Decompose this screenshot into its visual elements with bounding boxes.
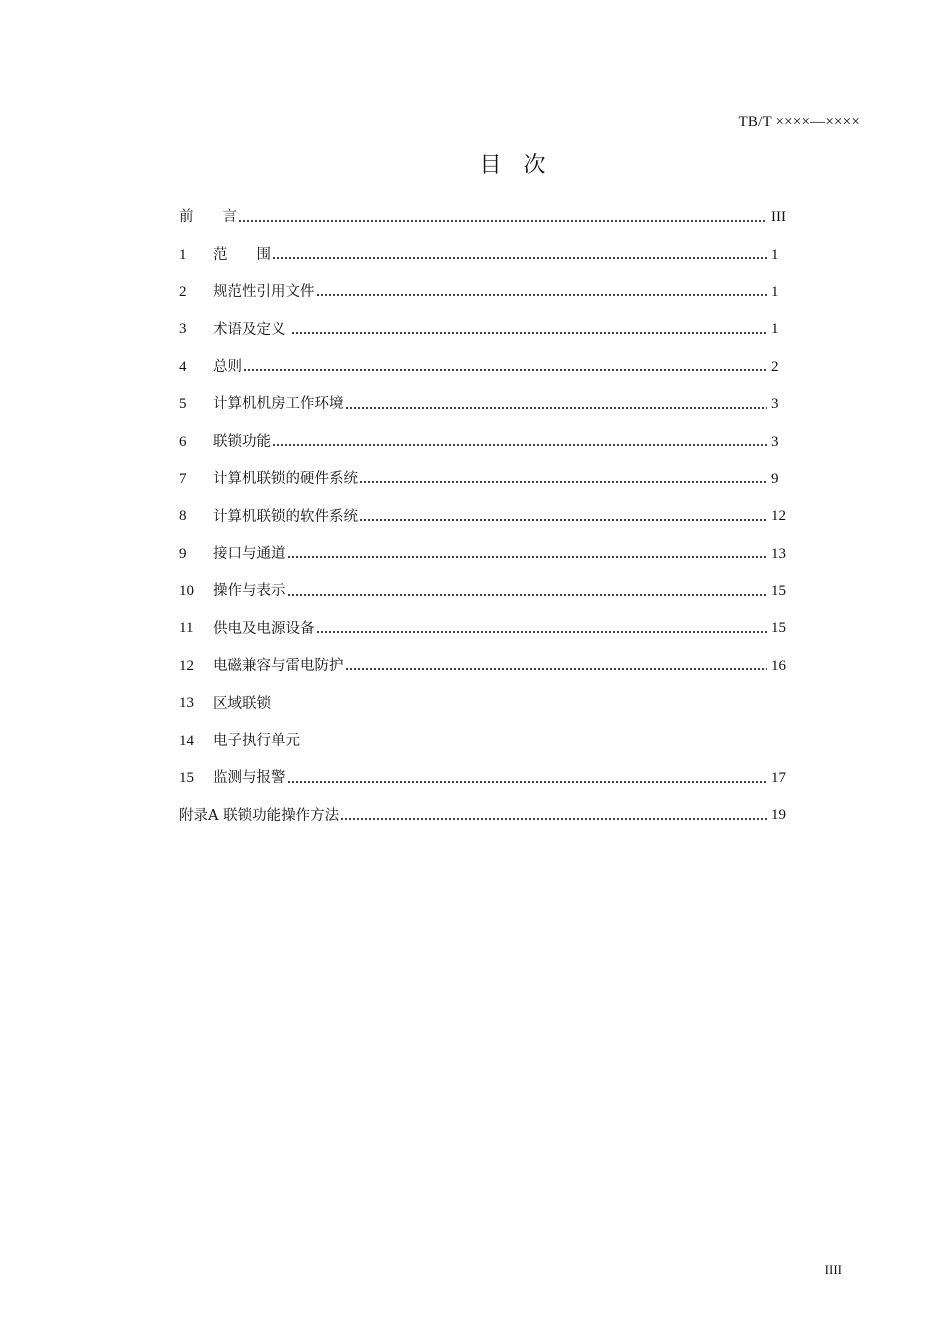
page-number: IIII bbox=[824, 1262, 842, 1277]
toc-entry-page: III bbox=[771, 209, 786, 226]
toc-entry-appendix-a[interactable] bbox=[179, 797, 799, 834]
page-title: 目 次 bbox=[479, 153, 546, 178]
toc-entry-label: 附录A 联锁功能操作方法 bbox=[179, 807, 340, 824]
toc-entry-11[interactable] bbox=[179, 610, 799, 647]
toc-entry-page: 1 bbox=[771, 321, 779, 338]
toc-entry-page: 19 bbox=[771, 807, 786, 824]
toc-entry-15[interactable] bbox=[179, 760, 799, 797]
dot-leader bbox=[359, 472, 767, 486]
dot-leader bbox=[316, 622, 768, 636]
toc-entry-6[interactable] bbox=[179, 423, 799, 460]
dot-leader bbox=[287, 585, 768, 599]
toc-entry-label: 术语及定义 bbox=[213, 321, 291, 338]
toc-entry-number: 5 bbox=[179, 396, 187, 413]
toc-entry-label: 操作与表示 bbox=[213, 583, 286, 600]
toc-entry-10[interactable] bbox=[179, 573, 799, 610]
toc-entry-label: 计算机联锁的硬件系统 bbox=[213, 471, 358, 488]
toc-entry-5[interactable] bbox=[179, 386, 799, 423]
toc-entry-2[interactable] bbox=[179, 274, 799, 311]
toc-entry-number: 6 bbox=[179, 433, 187, 450]
toc-entry-page: 13 bbox=[771, 545, 786, 562]
toc-entry-number: 10 bbox=[179, 583, 194, 600]
toc-entry-label: 供电及电源设备 bbox=[213, 620, 315, 637]
toc-entry-label: 联锁功能 bbox=[213, 433, 271, 450]
dot-leader bbox=[287, 547, 768, 561]
standard-code: TB/T ××××—×××× bbox=[738, 114, 860, 130]
toc-entry-9[interactable] bbox=[179, 536, 799, 573]
toc-entry-label: 区域联锁 bbox=[213, 695, 271, 712]
toc-entry-page: 1 bbox=[771, 246, 779, 263]
toc-entry-4[interactable] bbox=[179, 349, 799, 386]
toc-entry-number: 9 bbox=[179, 545, 187, 562]
dot-leader bbox=[345, 398, 768, 412]
toc-entry-page: 9 bbox=[771, 470, 779, 487]
table-of-contents bbox=[179, 199, 799, 835]
toc-entry-number: 11 bbox=[179, 620, 194, 637]
toc-entry-number: 7 bbox=[179, 470, 187, 487]
dot-leader bbox=[359, 510, 767, 524]
toc-entry-label: 计算机机房工作环境 bbox=[213, 396, 344, 413]
toc-entry-1[interactable] bbox=[179, 236, 799, 273]
toc-entry-number: 3 bbox=[179, 321, 187, 338]
toc-entry-label: 计算机联锁的软件系统 bbox=[213, 508, 358, 525]
dot-leader bbox=[345, 659, 768, 673]
toc-entry-page: 1 bbox=[771, 283, 779, 300]
toc-entry-label: 接口与通道 bbox=[213, 545, 286, 562]
dot-leader bbox=[316, 285, 768, 299]
toc-entry-page: 3 bbox=[771, 396, 779, 413]
toc-entry-7[interactable] bbox=[179, 461, 799, 498]
toc-entry-page: 15 bbox=[771, 620, 786, 637]
toc-entry-number: 1 bbox=[179, 246, 187, 263]
toc-entry-label: 总则 bbox=[213, 359, 242, 375]
toc-entry-page: 2 bbox=[771, 358, 779, 375]
empty-leader bbox=[301, 734, 767, 748]
toc-entry-12[interactable] bbox=[179, 648, 799, 685]
toc-entry-3[interactable] bbox=[179, 311, 799, 348]
toc-entry-page: 3 bbox=[771, 433, 779, 450]
empty-leader bbox=[272, 697, 767, 711]
toc-entry-label: 监测与报警 bbox=[213, 770, 286, 787]
dot-leader bbox=[238, 211, 767, 225]
toc-entry-page: 17 bbox=[771, 770, 786, 787]
dot-leader bbox=[272, 435, 767, 449]
toc-entry-page: 12 bbox=[771, 508, 786, 525]
toc-entry-number: 15 bbox=[179, 770, 194, 787]
toc-entry-label: 前 言 bbox=[179, 209, 237, 226]
toc-entry-page: 16 bbox=[771, 657, 786, 674]
dot-leader bbox=[243, 360, 767, 374]
toc-entry-number: 13 bbox=[179, 695, 194, 712]
toc-entry-label: 范 围 bbox=[213, 246, 271, 263]
toc-entry-number: 8 bbox=[179, 508, 187, 525]
toc-entry-preface[interactable] bbox=[179, 199, 799, 236]
toc-entry-number: 12 bbox=[179, 657, 194, 674]
toc-entry-label: 规范性引用文件 bbox=[213, 284, 315, 301]
dot-leader bbox=[287, 772, 768, 786]
toc-entry-number: 2 bbox=[179, 283, 187, 300]
toc-entry-13[interactable] bbox=[179, 685, 799, 722]
toc-entry-label: 电子执行单元 bbox=[213, 732, 300, 749]
dot-leader bbox=[272, 248, 767, 262]
toc-entry-8[interactable] bbox=[179, 498, 799, 535]
toc-entry-number: 14 bbox=[179, 732, 194, 749]
toc-entry-label: 电磁兼容与雷电防护 bbox=[213, 658, 344, 675]
toc-entry-page: 15 bbox=[771, 583, 786, 600]
dot-leader bbox=[340, 809, 767, 823]
toc-entry-number: 4 bbox=[179, 358, 187, 375]
dot-leader bbox=[291, 323, 767, 337]
toc-entry-14[interactable] bbox=[179, 722, 799, 759]
